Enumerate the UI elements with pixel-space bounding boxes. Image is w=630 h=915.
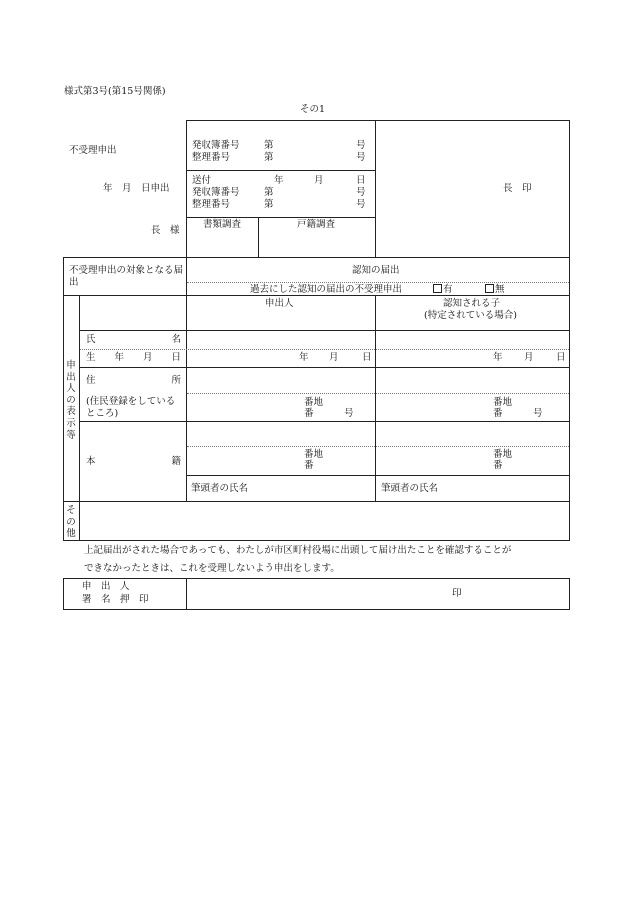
address-note: (住民登録をしているところ) (86, 396, 176, 419)
dai-label: 第 (264, 140, 274, 151)
declaration-line-2: できなかったときは、これを受理しないよう申出をします。 (84, 563, 340, 574)
day-label: 日 (356, 175, 366, 186)
name-label: 氏 名 (86, 334, 181, 345)
col-applicant-header: 申出人 (265, 298, 294, 309)
hasshu-label: 発収簿番号 (192, 140, 240, 151)
month-label: 月 (314, 175, 324, 186)
ban-child-address: 番 (493, 408, 503, 419)
checkbox-no[interactable] (485, 284, 494, 293)
banchi-child-honseki: 番地 (493, 449, 513, 460)
subject-value: 認知の届出 (352, 265, 400, 276)
shorui-chousa-label: 書類調査 (203, 219, 242, 230)
honseki-label: 本 籍 (86, 456, 181, 467)
form-title: 不受理申出 (69, 145, 117, 156)
declaration-line-1: 上記届出がされた場合であっても、わたしが市区町村役場に出頭して届け出たことを確認することが (84, 545, 512, 556)
option-yes-label: 有 (443, 284, 453, 295)
col-child-header: 認知される子 (443, 298, 501, 309)
birth-year-child: 年 (493, 352, 503, 363)
go-label: 号 (356, 140, 366, 151)
form-number: 様式第3号(第15号関係) (64, 86, 166, 97)
ban-applicant-address: 番 (304, 408, 314, 419)
seiri-label: 整理番号 (192, 152, 231, 163)
option-yes[interactable] (433, 284, 453, 295)
go-label: 号 (356, 187, 366, 198)
banchi-child-address: 番地 (493, 397, 513, 408)
applicant-section-label: 申出人の表示等 (66, 360, 76, 441)
hittousha-child: 筆頭者の氏名 (381, 483, 439, 494)
dai-label: 第 (264, 152, 274, 163)
go-label: 号 (356, 152, 366, 163)
birth-month-applicant: 月 (329, 352, 339, 363)
seal-label: 長 印 (503, 183, 532, 194)
seiri-label: 整理番号 (192, 199, 231, 210)
banchi-applicant-honseki: 番地 (304, 449, 324, 460)
birth-day-applicant: 日 (362, 352, 372, 363)
birth-day-child: 日 (556, 352, 566, 363)
application-date-line: 年 月 日申出 (103, 183, 170, 194)
ban-child-honseki: 番 (493, 460, 503, 471)
go-applicant-address: 号 (344, 408, 354, 419)
dai-label: 第 (264, 187, 274, 198)
addressee-line: 長 様 (151, 225, 180, 236)
sofu-label: 送付 (192, 175, 212, 186)
birth-month-child: 月 (524, 352, 534, 363)
banchi-applicant-address: 番地 (304, 397, 324, 408)
hasshu-label: 発収簿番号 (192, 187, 240, 198)
year-label: 年 (274, 175, 284, 186)
birth-year-applicant: 年 (299, 352, 309, 363)
subject-label: 不受理申出の対象となる届出 (69, 265, 184, 288)
col-child-note: (特定されている場合) (424, 310, 517, 321)
ban-applicant-honseki: 番 (304, 460, 314, 471)
signature-label-2: 署 名 押 印 (82, 594, 149, 605)
signature-label-1: 申 出 人 (82, 581, 130, 592)
go-label: 号 (356, 199, 366, 210)
koseki-chousa-label: 戸籍調査 (297, 219, 336, 230)
dai-label: 第 (264, 199, 274, 210)
other-label: その他 (66, 505, 76, 540)
page-label: その1 (300, 104, 326, 115)
address-label: 住 所 (86, 375, 181, 386)
hittousha-applicant: 筆頭者の氏名 (191, 483, 249, 494)
signature-seal: 印 (452, 588, 462, 599)
option-no[interactable] (485, 284, 505, 295)
checkbox-yes[interactable] (433, 284, 442, 293)
go-child-address: 号 (533, 408, 543, 419)
birth-label: 生 年 月 日 (86, 352, 181, 363)
past-question-text: 過去にした認知の届出の不受理申出 (250, 284, 403, 295)
option-no-label: 無 (495, 284, 505, 295)
